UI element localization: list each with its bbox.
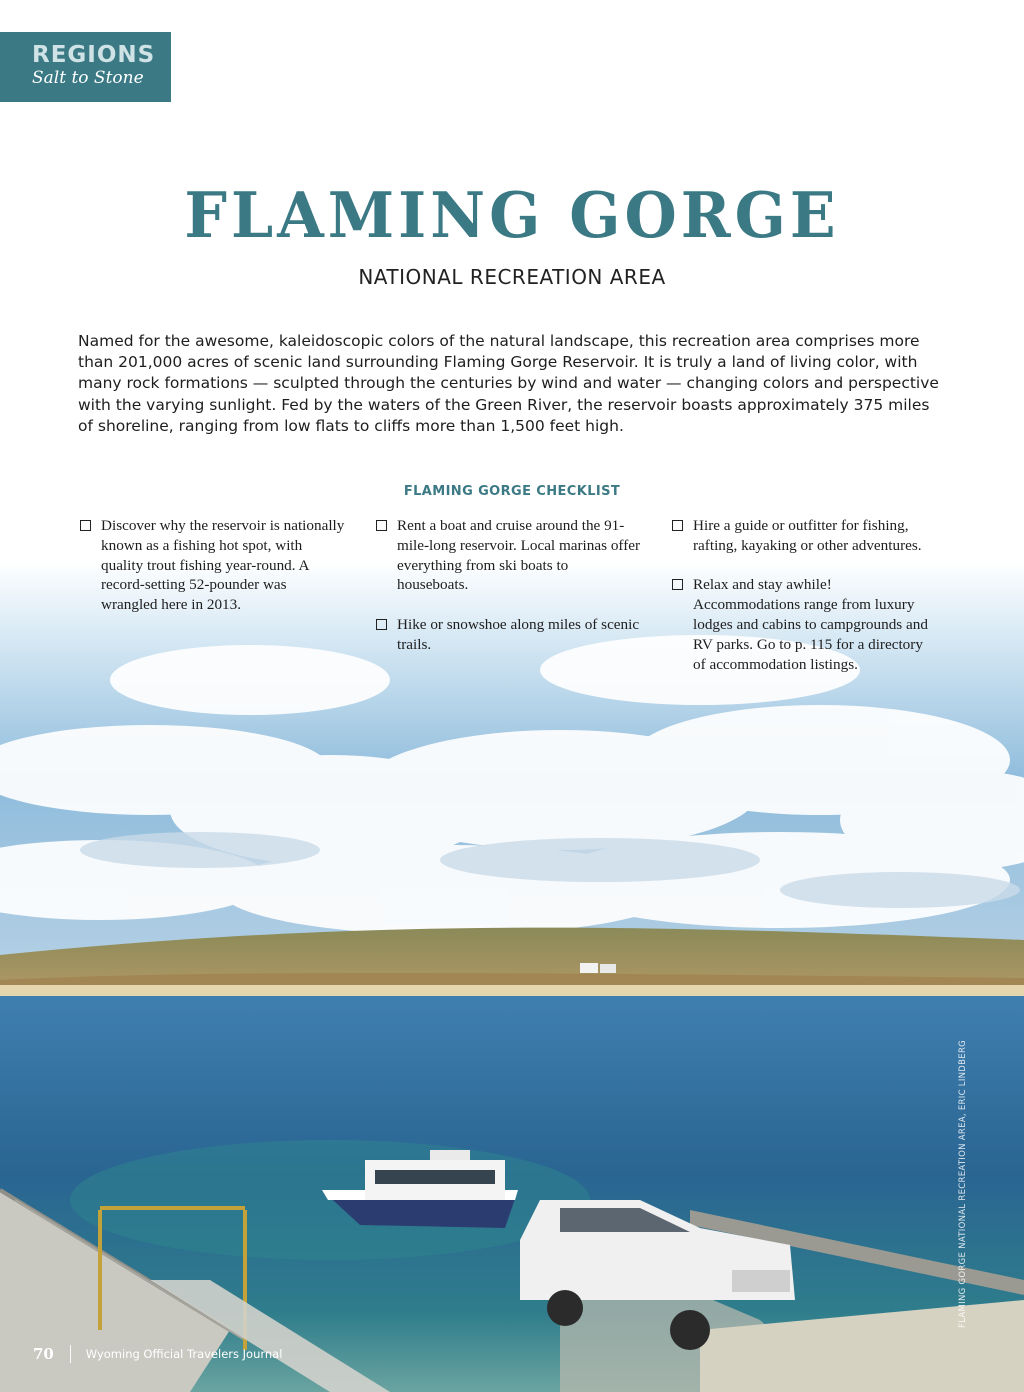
checklist-heading: FLAMING GORGE CHECKLIST (403, 484, 621, 499)
checklist-item-text: Hire a guide or outfitter for fishing, rafting, kayaking or other adventures. (693, 517, 922, 554)
section-tag-subtitle: Salt to Stone (32, 68, 144, 88)
article-subtitle: NATIONAL RECREATION AREA (358, 265, 666, 289)
intro-paragraph: Named for the awesome, kaleidoscopic colors of the natural landscape, this recreation area comprises more than 201,000 acres of scenic land surrounding Flaming Gorge Reservoir. It is truly a land of living color, with many rock formations — sculpted through the centuries by wind and water — changing colors and perspective with the varying sunlight. Fed by the waters of the Green River, the reservoir boasts approximately 375 miles of shoreline, ranging from low flats to cliffs more than 1,500 feet high. (78, 332, 939, 435)
checklist-item (672, 516, 937, 556)
checklist-column-1 (80, 516, 345, 635)
checklist-column-3 (672, 516, 937, 694)
checklist-item (376, 615, 641, 655)
section-tag-title: REGIONS (32, 42, 156, 68)
journal-name: Wyoming Official Travelers Journal (85, 1347, 283, 1361)
checklist-item (376, 516, 641, 595)
checkbox-icon (376, 520, 387, 531)
checkbox-icon (376, 619, 387, 630)
section-tag (0, 32, 171, 102)
checklist-item-text: Relax and stay awhile! Accommodations range from luxury lodges and cabins to campgrounds and RV parks. Go to p. 115 for a directory of accommodation listings. (693, 576, 928, 673)
checklist-item (672, 575, 937, 674)
photo-credit: FLAMING GORGE NATIONAL RECREATION AREA, ERIC LINDBERG (958, 1039, 968, 1328)
article-title: FLAMING GORGE (184, 179, 840, 253)
checklist-column-2 (376, 516, 641, 674)
checklist-item-text: Discover why the reservoir is nationally known as a fishing hot spot, with quality trout fishing year-round. A record-setting 52-pounder was wrangled here in 2013. (101, 517, 345, 614)
checkbox-icon (672, 520, 683, 531)
checklist-item (80, 516, 345, 615)
footer-divider (70, 1345, 71, 1363)
checkbox-icon (672, 579, 683, 590)
checklist-item-text: Rent a boat and cruise around the 91-mile-long reservoir. Local marinas offer everything from ski boats to houseboats. (397, 517, 641, 594)
checkbox-icon (80, 520, 91, 531)
checklist-item-text: Hike or snowshoe along miles of scenic trails. (397, 615, 640, 653)
page-number: 70 (33, 1345, 54, 1363)
page-footer (33, 1345, 282, 1365)
